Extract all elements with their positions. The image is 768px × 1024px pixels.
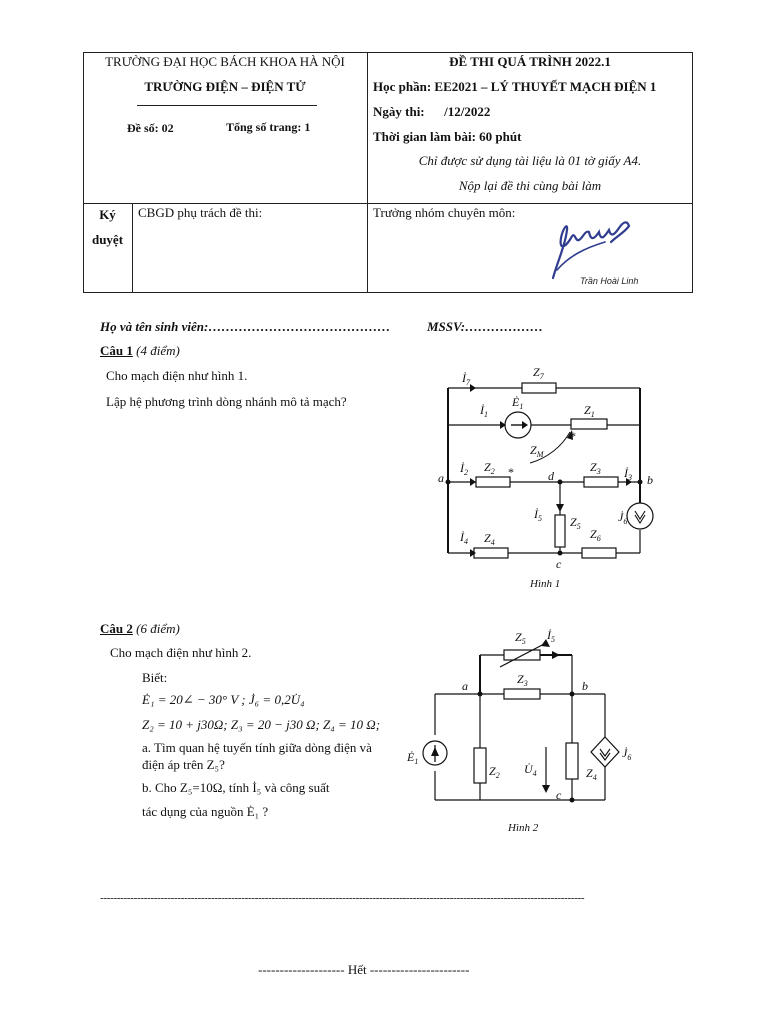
- course-name: Học phần: EE2021 – LÝ THUYẾT MẠCH ĐIỆN 1: [373, 79, 657, 94]
- svg-text:Z5: $Z_5$: [570, 515, 581, 531]
- svg-text:Z2: $Z_2$: [489, 764, 500, 780]
- figure-2-caption: Hình 2: [508, 822, 539, 834]
- svg-text:Z7: $Z_7$: [533, 365, 544, 381]
- svg-text:Z1: $Z_1$: [584, 403, 595, 419]
- svg-text:Ė1: $Ė_1$: [512, 395, 524, 411]
- exam-date: Ngày thi: /12/2022: [373, 104, 491, 119]
- exam-note-1: Chỉ được sử dụng tài liệu là 01 tờ giấy A4.: [418, 153, 642, 168]
- figure-2-circuit: [400, 625, 650, 815]
- svg-text:İ2: $İ_2$: [460, 461, 468, 477]
- q2-part-a-1: a. Tìm quan hệ tuyến tính giữa dòng điện và: [142, 740, 372, 755]
- exam-duration: Thời gian làm bài: 60 phút: [373, 129, 522, 144]
- svg-text:Z2: $Z_2$: [484, 460, 495, 476]
- q2-equation-1: Ė₁ = 20∠ − 30° V ; J̇₆ = 0,2U̇₄: [142, 692, 305, 707]
- figure-1-circuit: [430, 360, 660, 590]
- svg-text:c: c: [556, 788, 562, 802]
- exam-note-2: Nộp lại đề thi cùng bài làm: [458, 178, 602, 193]
- footer-separator: ------------------------------------------------------------------------------------------------------------------------------------------------: [100, 892, 585, 904]
- svg-text:İ4: $İ_4$: [460, 530, 468, 546]
- q1-title: Câu 1: [100, 343, 133, 358]
- total-pages: Tổng số trang: 1: [226, 120, 311, 134]
- q2-title: Câu 2: [100, 621, 133, 636]
- approve-divider: [132, 203, 133, 293]
- svg-text:*: *: [570, 429, 576, 443]
- svg-text:J̇6: $J̇_6$: [618, 510, 628, 526]
- q2-known: Biết:: [142, 670, 168, 685]
- svg-text:a: a: [438, 471, 444, 485]
- svg-text:U̇4: $U̇_4$: [524, 762, 537, 778]
- signature-image: [545, 208, 645, 282]
- svg-text:İ1: $İ_1$: [480, 403, 488, 419]
- svg-text:J̇6: $J̇_6$: [622, 746, 632, 762]
- q1-points: (4 điểm): [136, 343, 180, 358]
- q2-part-a-2: điện áp trên Z₅?: [142, 757, 225, 772]
- lecturer-label: CBGD phụ trách đề thi:: [138, 205, 263, 220]
- svg-text:İ5: $İ_5$: [534, 507, 542, 523]
- student-name-label: Họ và tên sinh viên:……………………………………: [100, 319, 391, 334]
- svg-text:Z4: $Z_4$: [484, 531, 495, 547]
- svg-text:ZM: $Z_M$: [530, 443, 544, 459]
- svg-text:Ė1: $Ė_1$: [407, 750, 419, 766]
- q2-part-b-1: b. Cho Z₅=10Ω, tính İ₅ và công suất: [142, 780, 330, 795]
- svg-text:Z4: $Z_4$: [586, 766, 597, 782]
- approve-label-2: duyệt: [91, 232, 124, 247]
- q2-points: (6 điểm): [136, 621, 180, 636]
- svg-text:İ5: $İ_5$: [547, 628, 555, 644]
- q2-equation-2: Z₂ = 10 + j30Ω; Z₃ = 20 − j30 Ω; Z₄ = 10 Ω;: [142, 717, 381, 732]
- faculty-underline: [137, 105, 317, 106]
- svg-text:c: c: [556, 557, 562, 571]
- svg-text:Z3: $Z_3$: [590, 460, 601, 476]
- svg-text:İ3: $İ_3$: [624, 466, 632, 482]
- q2-line-1: Cho mạch điện như hình 2.: [110, 645, 252, 660]
- svg-text:b: b: [582, 679, 588, 693]
- header-divider-vertical: [367, 52, 368, 293]
- exam-number: Đề số: 02: [127, 121, 174, 135]
- svg-text:Z6: $Z_6$: [590, 527, 601, 543]
- figure-1-caption: Hình 1: [530, 578, 561, 590]
- signer-name: Trần Hoài Linh: [580, 276, 639, 286]
- q1-line-2: Lập hệ phương trình dòng nhánh mô tả mạch?: [106, 394, 347, 409]
- svg-text:Z3: $Z_3$: [517, 672, 528, 688]
- group-head-label: Trưởng nhóm chuyên môn:: [373, 205, 516, 220]
- school-name: TRƯỜNG ĐẠI HỌC BÁCH KHOA HÀ NỘI: [105, 54, 345, 69]
- q2-part-b-2: tác dụng của nguồn Ė₁ ?: [142, 804, 269, 819]
- exam-title: ĐỀ THI QUÁ TRÌNH 2022.1: [449, 54, 611, 69]
- svg-text:b: b: [647, 473, 653, 487]
- svg-text:d: d: [548, 469, 554, 483]
- svg-text:Z5: $Z_5$: [515, 630, 526, 646]
- svg-text:*: *: [508, 465, 514, 479]
- svg-text:a: a: [462, 679, 468, 693]
- q1-line-1: Cho mạch điện như hình 1.: [106, 368, 248, 383]
- approve-label-1: Ký: [99, 207, 116, 222]
- faculty-name: TRƯỜNG ĐIỆN – ĐIỆN TỬ: [144, 79, 306, 94]
- header-divider-horizontal: [83, 203, 693, 204]
- svg-text:İ7: $İ_7$: [462, 371, 470, 387]
- student-id-label: MSSV:………………: [427, 319, 544, 334]
- end-marker: -------------------- Hết -----------------------: [258, 962, 470, 977]
